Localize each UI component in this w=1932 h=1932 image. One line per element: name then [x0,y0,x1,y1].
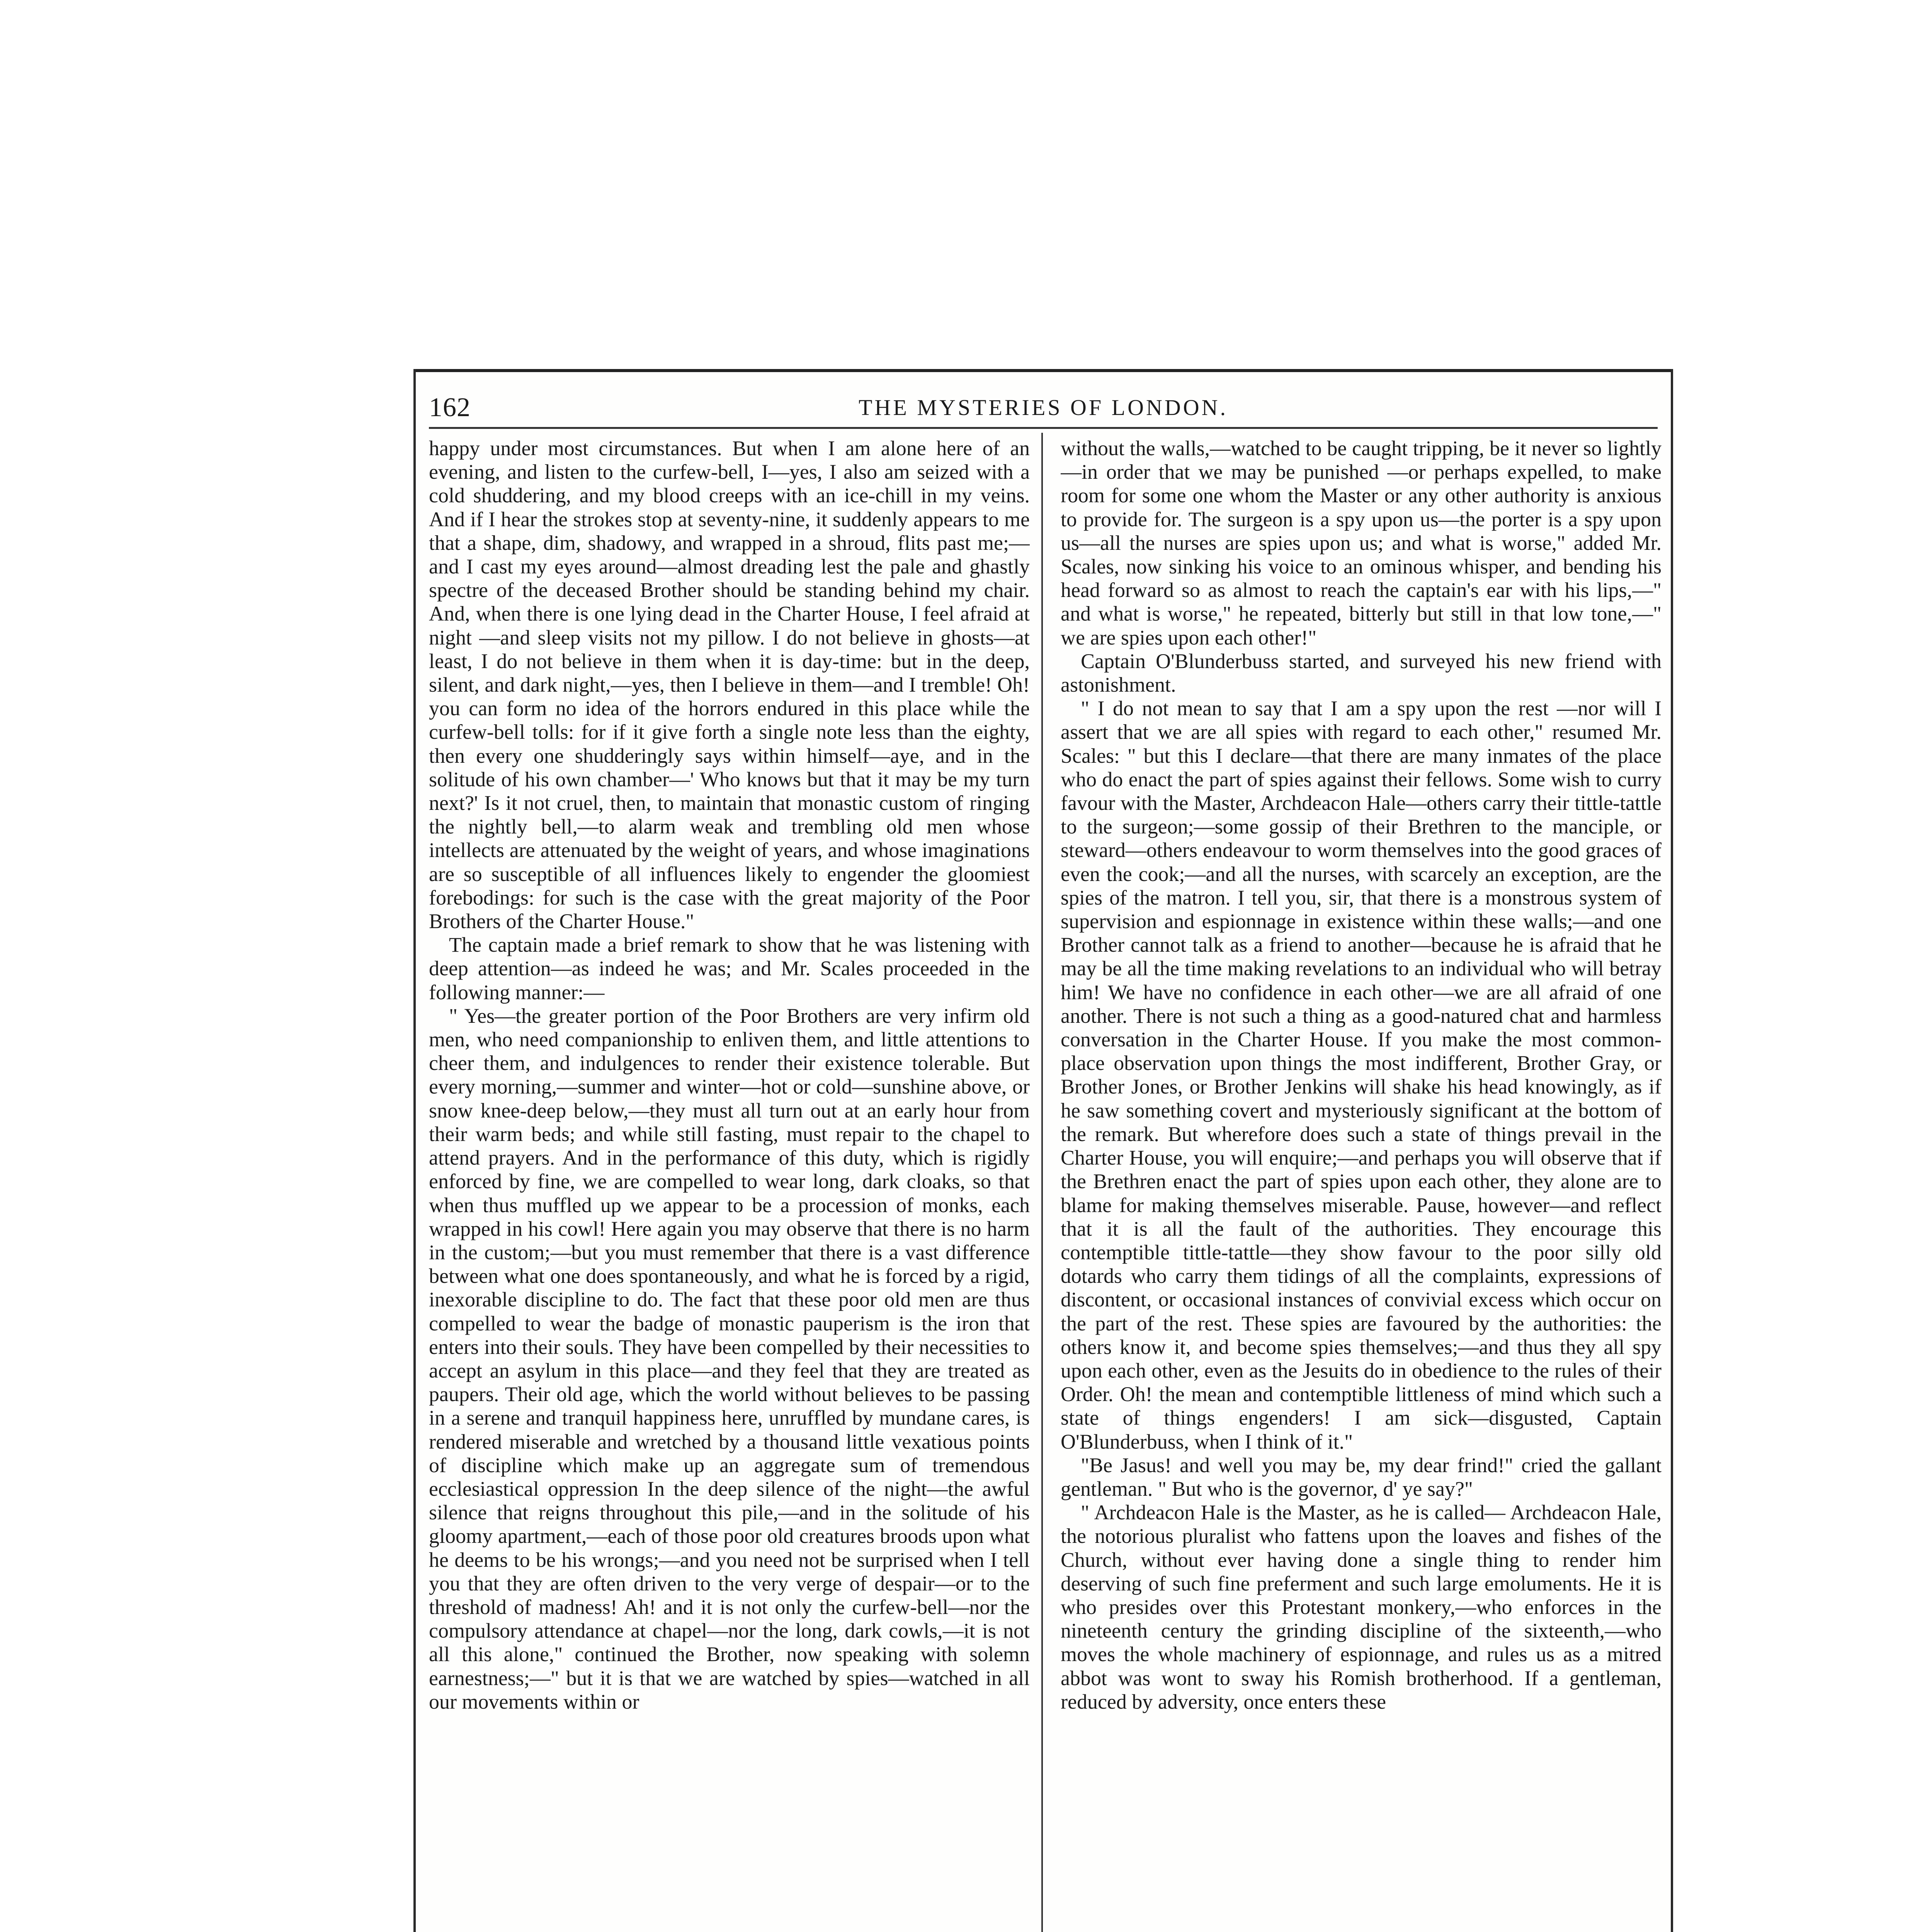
page-number: 162 [429,393,471,422]
right-paragraph-5: " Archdeacon Hale is the Master, as he is called— Archdeacon Hale, the notorious pluralist who fattens upon the loaves and fishes of the Church, without ever having done a single thing to render him deserving of such fine preferment and such large emoluments. He it is who presides over this Protestant monkery,—who enforces in the nineteenth century the grinding discipline of the sixteenth,—who moves the whole machinery of espionnage, and rules us as a mitred abbot was wont to sway his Romish brotherhood. If a gentleman, reduced by adversity, once enters these [1061,1501,1662,1713]
book-page [413,369,1673,1932]
left-paragraph-2: The captain made a brief remark to show that he was listening with deep attention—as indeed he was; and Mr. Scales proceeded in the following manner:— [429,933,1030,1004]
right-paragraph-1: without the walls,—watched to be caught tripping, be it never so lightly—in order that we may be punished —or perhaps expelled, to make room for some one whom the Master or any other authority is anxious to provide for. The surgeon is a spy upon us—the porter is a spy upon us—all the nurses are spies upon us; and what is worse," added Mr. Scales, now sinking his voice to an ominous whisper, and bending his head forward so as almost to reach the captain's ear with his lips,—" and what is worse," he repeated, bitterly but still in that low tone,—" we are spies upon each other!" [1061,437,1662,649]
right-paragraph-4: "Be Jasus! and well you may be, my dear frind!" cried the gallant gentleman. " But who is the governor, d' ye say?" [1061,1453,1662,1500]
page-border-right [1671,369,1673,1932]
running-title: THE MYSTERIES OF LONDON. [859,395,1228,420]
right-column [1061,437,1662,1932]
header-rule [429,427,1658,429]
left-column [429,437,1030,1932]
left-paragraph-3: " Yes—the greater portion of the Poor Brothers are very infirm old men, who need companionship to enliven them, and little attentions to cheer them, and indulgences to render their existence tolerable. But every morning,—summer and winter—hot or cold—sunshine above, or snow knee-deep below,—they must all turn out at an early hour from their warm beds; and while still fasting, must repair to the chapel to attend prayers. And in the performance of this duty, which is rigidly enforced by fine, we are compelled to wear long, dark cloaks, so that when thus muffled up we appear to be a procession of monks, each wrapped in his cowl! Here again you may observe that there is no harm in the custom;—but you must remember that there is a vast difference between what one does spontaneously, and what he is forced by a rigid, inexorable discipline to do. The fact that these poor old men are thus compelled to wear the badge of monastic pauperism is the iron that enters into their souls. They have been compelled by their necessities to accept an asylum in this place—and they feel that they are treated as paupers. Their old age, which the world without believes to be passing in a serene and tranquil happiness here, unruffled by mundane cares, is rendered miserable and wretched by a thousand little vexatious points of discipline which make up an aggregate sum of tremendous ecclesiastical oppression In the deep silence of the night—the awful silence that reigns throughout this pile,—and in the solitude of his gloomy apartment,—each of those poor old creatures broods upon what he deems to be his wrongs;—and you need not be surprised when I tell you that they are often driven to the very verge of despair—or to the threshold of madness! Ah! and it is not only the curfew-bell—nor the compulsory attendance at chapel—nor the long, dark cowls,—it is not all this alone," continued the Brother, now speaking with solemn earnestness;—" but it is that we are watched by spies—watched in all our movements within or [429,1004,1030,1713]
page-border-left [413,369,416,1932]
page-border-top [413,369,1673,372]
running-head [429,392,1658,423]
right-paragraph-3: " I do not mean to say that I am a spy upon the rest —nor will I assert that we are all spies with regard to each other," resumed Mr. Scales: " but this I declare—that there are many inmates of the place who do enact the part of spies against their fellows. Some wish to curry favour with the Master, Archdeacon Hale—others carry their tittle-tattle to the surgeon;—some gossip of their Brethren to the manciple, or steward—others endeavour to worm themselves into the good graces of even the cook;—and all the nurses, with scarcely an exception, are the spies of the matron. I tell you, sir, that there is a monstrous system of supervision and espionnage in existence within these walls;—and one Brother cannot talk as a friend to another—because he is afraid that he may be all the time making revelations to an individual who will betray him! We have no confidence in each other—we are all afraid of one another. There is not such a thing as a good-natured chat and harmless conversation in the Charter House. If you make the most common-place observation upon things the most indifferent, Brother Gray, or Brother Jones, or Brother Jenkins will shake his head knowingly, as if he saw something covert and mysteriously significant at the bottom of the remark. But wherefore does such a state of things prevail in the Charter House, you will enquire;—and perhaps you will observe that if the Brethren enact the part of spies upon each other, they alone are to blame for making themselves miserable. Pause, however—and reflect that it is all the fault of the authorities. They encourage this contemptible tittle-tattle—they show favour to the poor silly old dotards who carry them tidings of all the complaints, expressions of discontent, or occasional instances of convivial excess which occur on the part of the rest. These spies are favoured by the authorities: the others know it, and become spies themselves;—and thus they all spy upon each other, even as the Jesuits do in obedience to the rules of their Order. Oh! the mean and contemptible littleness of mind which such a state of things engenders! I am sick—disgusted, Captain O'Blunderbuss, when I think of it." [1061,697,1662,1453]
left-paragraph-1: happy under most circumstances. But when I am alone here of an evening, and listen to the curfew-bell, I—yes, I also am seized with a cold shuddering, and my blood creeps with an ice-chill in my veins. And if I hear the strokes stop at seventy-nine, it suddenly appears to me that a shape, dim, shadowy, and wrapped in a shroud, flits past me;—and I cast my eyes around—almost dreading lest the pale and ghastly spectre of the deceased Brother should be standing behind my chair. And, when there is one lying dead in the Charter House, I feel afraid at night —and sleep visits not my pillow. I do not believe in ghosts—at least, I do not believe in them when it is day-time: but in the deep, silent, and dark night,—yes, then I believe in them—and I tremble! Oh! you can form no idea of the horrors endured in this place while the curfew-bell tolls: for if it give forth a single note less than the eighty, then every one shudderingly says within himself—aye, and in the solitude of his own chamber—' Who knows but that it may be my turn next?' Is it not cruel, then, to maintain that monastic custom of ringing the nightly bell,—to alarm weak and trembling old men whose intellects are attenuated by the weight of years, and whose imaginations are so susceptible of all influences likely to engender the gloomiest forebodings: for such is the case with the great majority of the Poor Brothers of the Charter House." [429,437,1030,933]
right-paragraph-2: Captain O'Blunderbuss started, and surveyed his new friend with astonishment. [1061,649,1662,697]
column-divider [1041,433,1043,1932]
